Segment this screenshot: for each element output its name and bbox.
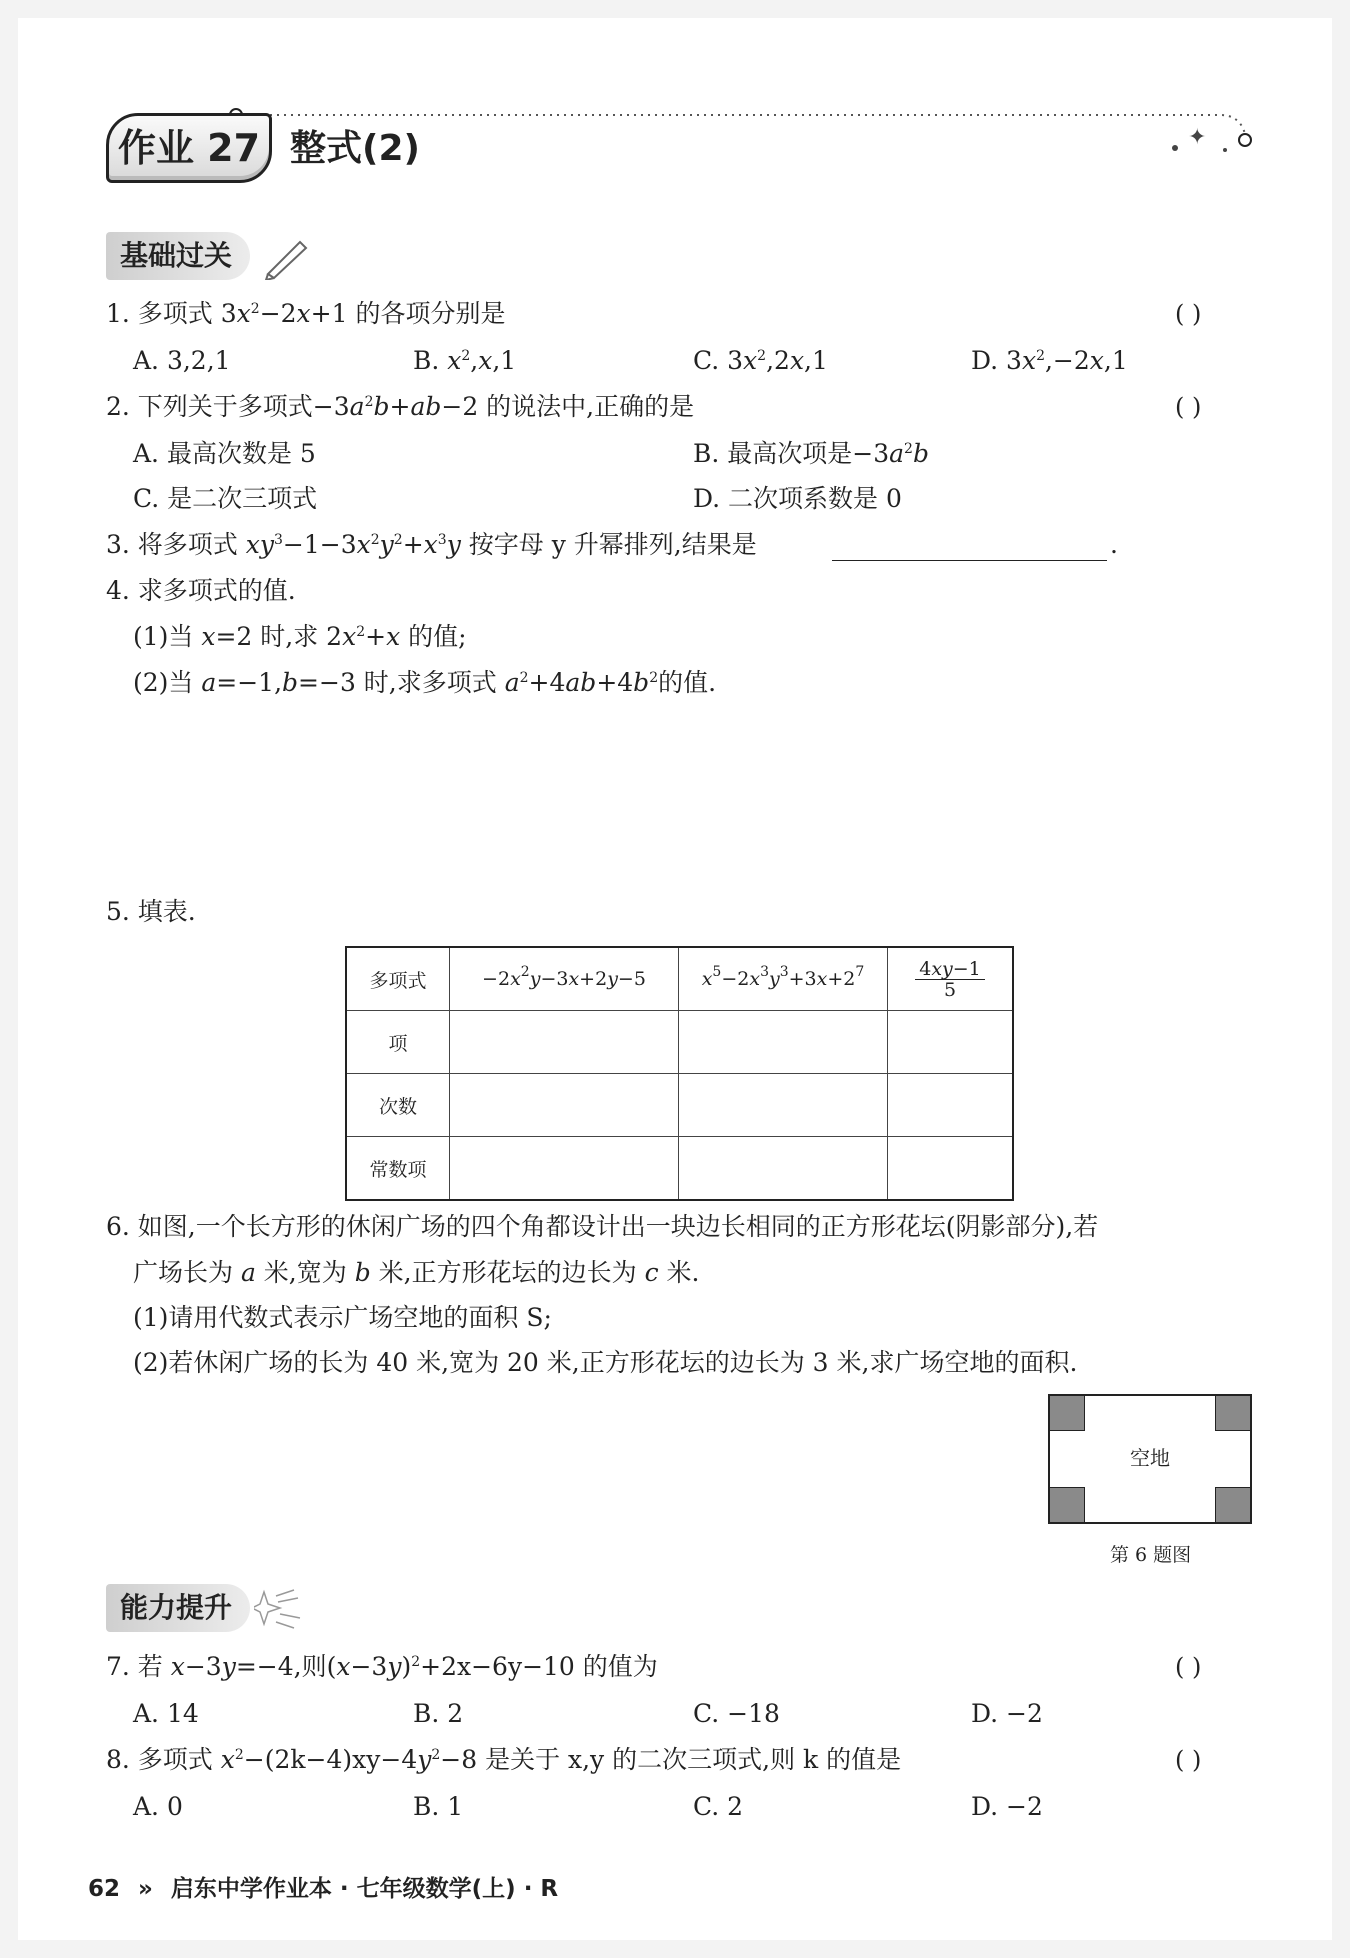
book-title: 启东中学作业本 · 七年级数学(上) · R: [170, 1876, 559, 1902]
page-footer: [88, 1870, 558, 1903]
table-cell[interactable]: [679, 1137, 888, 1201]
open-space-label: 空地: [1130, 1446, 1170, 1470]
question-1: 1. 多项式 $3x^2-2x+1$ 的各项分别是: [106, 299, 506, 328]
q7-option-c: C. −18: [693, 1699, 780, 1728]
q2-option-d: D. 二次项系数是 0: [693, 484, 902, 513]
q1-option-b: B. $x^2,x,1$: [413, 346, 517, 375]
svg-text:✦: ✦: [1188, 125, 1207, 150]
answer-paren-8[interactable]: ( ): [1175, 1746, 1202, 1774]
section-advanced: 能力提升: [106, 1584, 250, 1632]
q7-option-b: B. 2: [413, 1699, 464, 1728]
table-cell[interactable]: [450, 1011, 679, 1074]
table-cell[interactable]: [679, 1011, 888, 1074]
q2-option-c: C. 是二次三项式: [133, 484, 318, 513]
section-basic: 基础过关: [106, 232, 250, 280]
page-title: 整式(2): [290, 128, 420, 169]
q8-option-c: C. 2: [693, 1792, 744, 1821]
polynomial-3: $\frac{4xy-1}{5}$: [888, 947, 1014, 1011]
q1-option-c: C. $3x^2,2x,1$: [693, 346, 828, 375]
row-header-terms: 项: [346, 1011, 450, 1074]
question-4-part-2: (2)当 a=−1,b=−3 时,求多项式 $a^2+4ab+4b^2$的值.: [133, 668, 717, 697]
answer-blank-3[interactable]: [832, 560, 1107, 561]
polynomial-2: $x^5-2x^3y^3+3x+2^7$: [679, 947, 888, 1011]
question-4: 4. 求多项式的值.: [106, 576, 296, 605]
q1-option-a: A. 3,2,1: [133, 346, 231, 375]
question-4-part-1: (1)当 x=2 时,求 $2x^2+x$ 的值;: [133, 622, 467, 651]
table-cell[interactable]: [450, 1137, 679, 1201]
answer-paren-1[interactable]: ( ): [1175, 300, 1202, 328]
q1-option-d: D. $3x^2,-2x,1$: [971, 346, 1128, 375]
table-cell[interactable]: [450, 1074, 679, 1137]
q7-option-a: A. 14: [133, 1699, 199, 1728]
question-6-part-1: (1)请用代数式表示广场空地的面积 S;: [133, 1303, 552, 1332]
pencil-icon: [262, 236, 310, 280]
table-cell[interactable]: [888, 1074, 1014, 1137]
q8-option-a: A. 0: [133, 1792, 183, 1821]
polynomial-1: $-2x^2y-3x+2y-5$: [450, 947, 679, 1011]
q2-option-a: A. 最高次数是 5: [133, 439, 316, 468]
table-cell[interactable]: [888, 1011, 1014, 1074]
row-header-degree: 次数: [346, 1074, 450, 1137]
flower-bed-bottom-left: [1050, 1487, 1085, 1522]
question-5: 5. 填表.: [106, 897, 196, 926]
q3-period: .: [1110, 530, 1118, 559]
answer-paren-7[interactable]: ( ): [1175, 1653, 1202, 1681]
question-8: 8. 多项式 $x^2-(2k-4)xy-4y^2-8$ 是关于 x,y 的二次三项式,则 k 的值是: [106, 1745, 902, 1774]
question-6: 6. 如图,一个长方形的休闲广场的四个角都设计出一块边长相同的正方形花坛(阴影部分),若: [106, 1212, 1099, 1241]
figure-caption: 第 6 题图: [1110, 1544, 1192, 1566]
row-header-polynomial: 多项式: [346, 947, 450, 1011]
row-header-constant: 常数项: [346, 1137, 450, 1201]
sparkle-icon: [254, 1586, 304, 1632]
table-cell[interactable]: [888, 1137, 1014, 1201]
question-6-part-2: (2)若休闲广场的长为 40 米,宽为 20 米,正方形花坛的边长为 3 米,求广场空地的面积.: [133, 1348, 1078, 1377]
q8-option-b: B. 1: [413, 1792, 464, 1821]
table-cell[interactable]: [679, 1074, 888, 1137]
page-number: 62: [88, 1876, 121, 1902]
flower-bed-top-right: [1215, 1396, 1250, 1431]
q8-option-d: D. −2: [971, 1792, 1043, 1821]
assignment-badge: 作业 27: [106, 113, 272, 183]
flower-bed-bottom-right: [1215, 1487, 1250, 1522]
question-6-line-2: 广场长为 a 米,宽为 b 米,正方形花坛的边长为 c 米.: [133, 1258, 700, 1287]
answer-paren-2[interactable]: ( ): [1175, 393, 1202, 421]
fill-in-table: [345, 946, 1014, 1201]
question-7: 7. 若 x−3y=−4,则$(x-3y)^2+2x-6y-10$ 的值为: [106, 1652, 658, 1681]
question-2: 2. 下列关于多项式$-3a^2b+ab-2$ 的说法中,正确的是: [106, 392, 695, 421]
double-arrow-icon: »: [138, 1876, 153, 1902]
q7-option-d: D. −2: [971, 1699, 1043, 1728]
question-3: 3. 将多项式 $xy^3-1-3x^2y^2+x^3y$ 按字母 y 升幂排列,结果是: [106, 530, 757, 559]
q2-option-b: B. 最高次项是$-3a^2b$: [693, 439, 929, 468]
flower-bed-top-left: [1050, 1396, 1085, 1431]
plaza-figure: [1048, 1394, 1252, 1524]
